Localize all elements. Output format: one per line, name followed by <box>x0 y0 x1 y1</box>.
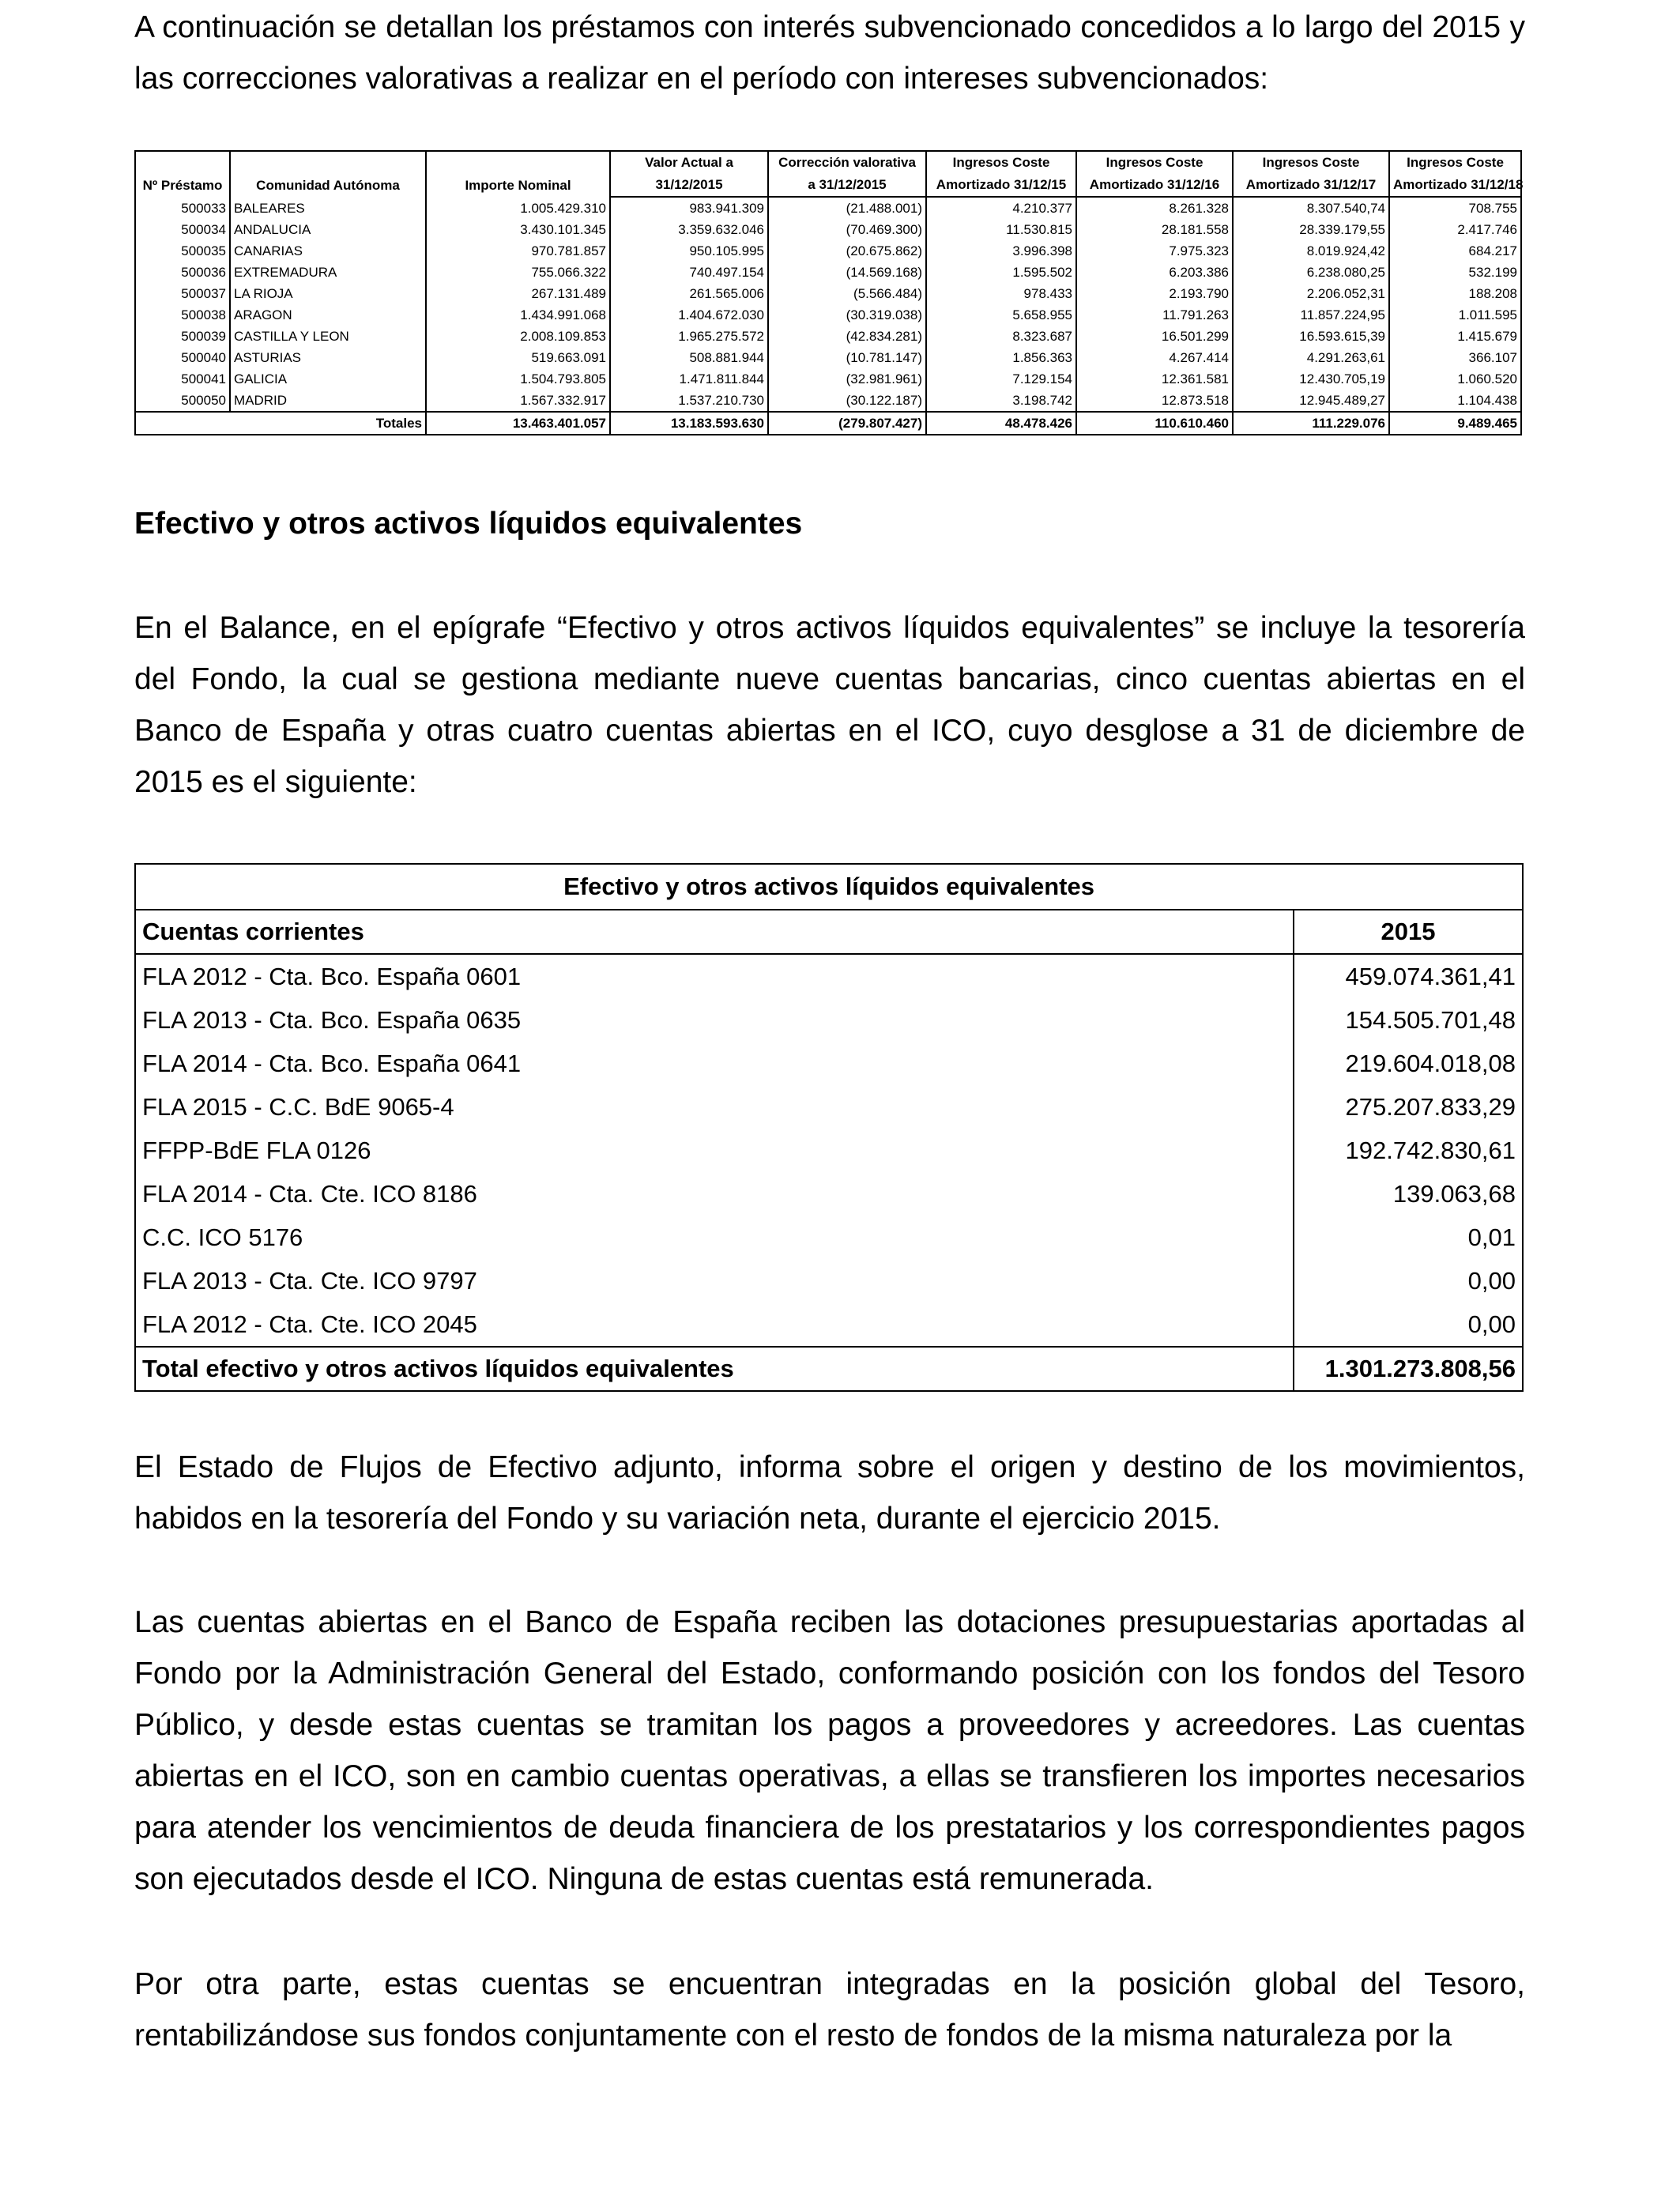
loan-totals-label: Totales <box>135 412 426 435</box>
loan-cell: 1.965.275.572 <box>610 326 768 347</box>
header-ing18-line2: Amortizado 31/12/18 <box>1389 174 1521 197</box>
loan-cell: 7.129.154 <box>926 368 1076 390</box>
loan-row <box>135 390 1521 412</box>
cash-col-label: Cuentas corrientes <box>135 910 1294 954</box>
cash-account-name: FLA 2013 - Cta. Bco. España 0635 <box>135 998 1294 1042</box>
loan-cell: 5.658.955 <box>926 304 1076 326</box>
loan-cell: 6.238.080,25 <box>1233 262 1389 283</box>
loan-cell: 2.206.052,31 <box>1233 283 1389 304</box>
header-ing17-line1: Ingresos Coste <box>1233 151 1389 174</box>
loan-cell: 8.019.924,42 <box>1233 240 1389 262</box>
header-ing15-line1: Ingresos Coste <box>926 151 1076 174</box>
loan-cell: (42.834.281) <box>768 326 926 347</box>
loan-table-body <box>135 197 1521 435</box>
loan-cell: 1.060.520 <box>1389 368 1521 390</box>
cash-header-row <box>135 910 1523 954</box>
cash-col-year: 2015 <box>1294 910 1523 954</box>
flujos-paragraph: El Estado de Flujos de Efectivo adjunto, informa sobre el origen y destino de los movimientos, habidos en la tesorería del Fondo y su variación neta, durante el ejercicio 2015. <box>134 1450 1525 1536</box>
cash-title-row <box>135 864 1523 910</box>
loan-cell: 532.199 <box>1389 262 1521 283</box>
loan-row <box>135 240 1521 262</box>
loan-cell: (14.569.168) <box>768 262 926 283</box>
loan-cell: 12.873.518 <box>1076 390 1233 412</box>
loan-cell: 28.339.179,55 <box>1233 219 1389 240</box>
loan-cell: 6.203.386 <box>1076 262 1233 283</box>
loan-cell: 12.361.581 <box>1076 368 1233 390</box>
loan-cell: 500036 <box>135 262 230 283</box>
otra-paragraph: Por otra parte, estas cuentas se encuentran integradas en la posición global del Tesoro, rentabilizándose sus fondos conjuntamente con el resto de fondos de la misma naturaleza por la <box>134 1967 1525 2053</box>
loan-cell: LA RIOJA <box>230 283 426 304</box>
loan-row <box>135 368 1521 390</box>
loan-row <box>135 283 1521 304</box>
cash-row <box>135 1042 1523 1085</box>
loan-cell: CANARIAS <box>230 240 426 262</box>
loan-cell: MADRID <box>230 390 426 412</box>
loan-cell: (30.319.038) <box>768 304 926 326</box>
loan-cell: 11.530.815 <box>926 219 1076 240</box>
cash-account-name: FFPP-BdE FLA 0126 <box>135 1129 1294 1172</box>
cash-row <box>135 998 1523 1042</box>
loan-cell: 4.210.377 <box>926 197 1076 219</box>
loan-cell: 708.755 <box>1389 197 1521 219</box>
loan-cell: 28.181.558 <box>1076 219 1233 240</box>
loan-cell: 1.567.332.917 <box>426 390 610 412</box>
header-importe: Importe Nominal <box>426 151 610 197</box>
loan-row <box>135 219 1521 240</box>
header-comunidad: Comunidad Autónoma <box>230 151 426 197</box>
cash-account-amount: 0,00 <box>1294 1259 1523 1302</box>
loan-cell: ARAGON <box>230 304 426 326</box>
loan-cell: 500039 <box>135 326 230 347</box>
loan-cell: (21.488.001) <box>768 197 926 219</box>
cash-account-amount: 459.074.361,41 <box>1294 954 1523 998</box>
loan-cell: 978.433 <box>926 283 1076 304</box>
cash-table-body <box>135 954 1523 1347</box>
cash-account-name: FLA 2013 - Cta. Cte. ICO 9797 <box>135 1259 1294 1302</box>
loan-total-cell: 13.463.401.057 <box>426 412 610 435</box>
loan-cell: 2.417.746 <box>1389 219 1521 240</box>
loan-cell: 12.945.489,27 <box>1233 390 1389 412</box>
cash-row <box>135 1302 1523 1347</box>
cash-account-name: FLA 2012 - Cta. Cte. ICO 2045 <box>135 1302 1294 1347</box>
loan-cell: 7.975.323 <box>1076 240 1233 262</box>
loan-total-cell: 13.183.593.630 <box>610 412 768 435</box>
loan-cell: 684.217 <box>1389 240 1521 262</box>
loan-cell: 261.565.006 <box>610 283 768 304</box>
loan-cell: 500034 <box>135 219 230 240</box>
loan-cell: 519.663.091 <box>426 347 610 368</box>
cash-account-name: FLA 2015 - C.C. BdE 9065-4 <box>135 1085 1294 1129</box>
cash-total-value: 1.301.273.808,56 <box>1294 1347 1523 1391</box>
loan-cell: 8.261.328 <box>1076 197 1233 219</box>
loan-cell: 16.593.615,39 <box>1233 326 1389 347</box>
cash-row <box>135 954 1523 998</box>
loan-total-cell: 110.610.460 <box>1076 412 1233 435</box>
loan-cell: 3.198.742 <box>926 390 1076 412</box>
loan-cell: 500050 <box>135 390 230 412</box>
section-heading: Efectivo y otros activos líquidos equivalentes <box>134 507 803 541</box>
loan-cell: 1.404.672.030 <box>610 304 768 326</box>
loan-cell: 3.996.398 <box>926 240 1076 262</box>
loan-cell: 1.537.210.730 <box>610 390 768 412</box>
intro-paragraph: A continuación se detallan los préstamos con interés subvencionado concedidos a lo largo del 2015 y las correcciones valorativas a realizar en el período con intereses subvencionados: <box>134 10 1525 96</box>
cash-account-amount: 275.207.833,29 <box>1294 1085 1523 1129</box>
loan-cell: (32.981.961) <box>768 368 926 390</box>
loan-cell: 3.359.632.046 <box>610 219 768 240</box>
cash-row <box>135 1085 1523 1129</box>
loan-total-cell: 9.489.465 <box>1389 412 1521 435</box>
loan-cell: EXTREMADURA <box>230 262 426 283</box>
loan-cell: 1.434.991.068 <box>426 304 610 326</box>
loan-cell: CASTILLA Y LEON <box>230 326 426 347</box>
loan-cell: 2.193.790 <box>1076 283 1233 304</box>
loan-cell: 500033 <box>135 197 230 219</box>
loan-cell: (20.675.862) <box>768 240 926 262</box>
loan-cell: 983.941.309 <box>610 197 768 219</box>
loan-total-cell: 48.478.426 <box>926 412 1076 435</box>
loan-cell: 500037 <box>135 283 230 304</box>
loan-cell: 500040 <box>135 347 230 368</box>
cash-table <box>134 863 1524 1392</box>
cash-total-label: Total efectivo y otros activos líquidos equivalentes <box>135 1347 1294 1391</box>
loan-totals-row <box>135 412 1521 435</box>
loan-cell: (70.469.300) <box>768 219 926 240</box>
loan-cell: ANDALUCIA <box>230 219 426 240</box>
loan-cell: 508.881.944 <box>610 347 768 368</box>
loan-cell: 4.267.414 <box>1076 347 1233 368</box>
loan-cell: 366.107 <box>1389 347 1521 368</box>
cash-account-name: FLA 2014 - Cta. Bco. España 0641 <box>135 1042 1294 1085</box>
loan-cell: 1.595.502 <box>926 262 1076 283</box>
loan-table <box>134 150 1522 435</box>
loan-cell: 1.856.363 <box>926 347 1076 368</box>
loan-cell: 2.008.109.853 <box>426 326 610 347</box>
loan-cell: 8.307.540,74 <box>1233 197 1389 219</box>
loan-total-cell: (279.807.427) <box>768 412 926 435</box>
loan-cell: 1.471.811.844 <box>610 368 768 390</box>
cash-row <box>135 1129 1523 1172</box>
loan-total-cell: 111.229.076 <box>1233 412 1389 435</box>
loan-row <box>135 304 1521 326</box>
header-correccion-line1: Corrección valorativa <box>768 151 926 174</box>
header-valor-line2: 31/12/2015 <box>610 174 768 197</box>
cash-row <box>135 1172 1523 1216</box>
loan-cell: 3.430.101.345 <box>426 219 610 240</box>
loan-cell: 267.131.489 <box>426 283 610 304</box>
loan-cell: (30.122.187) <box>768 390 926 412</box>
loan-cell: 8.323.687 <box>926 326 1076 347</box>
loan-cell: 11.791.263 <box>1076 304 1233 326</box>
loan-cell: 1.415.679 <box>1389 326 1521 347</box>
cash-row <box>135 1259 1523 1302</box>
cash-account-name: FLA 2014 - Cta. Cte. ICO 8186 <box>135 1172 1294 1216</box>
loan-cell: 12.430.705,19 <box>1233 368 1389 390</box>
cash-account-amount: 139.063,68 <box>1294 1172 1523 1216</box>
cuentas-paragraph: Las cuentas abiertas en el Banco de España reciben las dotaciones presupuestarias aportadas al Fondo por la Administración General del Estado, conformando posición con los fondos del Tesoro Público, y desde estas cuentas se tramitan los pagos a proveedores y acreedores. Las cuentas abiertas en el ICO, son en cambio cuentas operativas, a ellas se transfieren los importes necesarios para atender los vencimientos de deuda financiera de los prestatarios y los correspondientes pagos son ejecutados desde el ICO. Ninguna de estas cuentas está remunerada. <box>134 1605 1525 1896</box>
loan-cell: 188.208 <box>1389 283 1521 304</box>
loan-cell: 1.104.438 <box>1389 390 1521 412</box>
loan-cell: 500038 <box>135 304 230 326</box>
header-ing18-line1: Ingresos Coste <box>1389 151 1521 174</box>
cash-total-row <box>135 1347 1523 1391</box>
cash-account-name: FLA 2012 - Cta. Bco. España 0601 <box>135 954 1294 998</box>
cash-table-title: Efectivo y otros activos líquidos equivalentes <box>135 864 1523 910</box>
header-ing16-line2: Amortizado 31/12/16 <box>1076 174 1233 197</box>
loan-cell: 1.504.793.805 <box>426 368 610 390</box>
loan-header-row-1 <box>135 151 1521 174</box>
loan-row <box>135 347 1521 368</box>
loan-cell: BALEARES <box>230 197 426 219</box>
loan-cell: 755.066.322 <box>426 262 610 283</box>
cash-account-amount: 154.505.701,48 <box>1294 998 1523 1042</box>
loan-cell: 500035 <box>135 240 230 262</box>
header-correccion-line2: a 31/12/2015 <box>768 174 926 197</box>
cash-account-amount: 219.604.018,08 <box>1294 1042 1523 1085</box>
loan-cell: (10.781.147) <box>768 347 926 368</box>
loan-cell: GALICIA <box>230 368 426 390</box>
header-valor-line1: Valor Actual a <box>610 151 768 174</box>
header-ing16-line1: Ingresos Coste <box>1076 151 1233 174</box>
loan-cell: 500041 <box>135 368 230 390</box>
loan-cell: 1.005.429.310 <box>426 197 610 219</box>
header-prestamo: Nº Préstamo <box>135 151 230 197</box>
loan-cell: 740.497.154 <box>610 262 768 283</box>
loan-cell: ASTURIAS <box>230 347 426 368</box>
loan-row <box>135 326 1521 347</box>
cash-account-amount: 0,00 <box>1294 1302 1523 1347</box>
cash-account-name: C.C. ICO 5176 <box>135 1216 1294 1259</box>
loan-row <box>135 197 1521 219</box>
header-ing17-line2: Amortizado 31/12/17 <box>1233 174 1389 197</box>
balance-paragraph: En el Balance, en el epígrafe “Efectivo y otros activos líquidos equivalentes” se incluye la tesorería del Fondo, la cual se gestiona mediante nueve cuentas bancarias, cinco cuentas abiertas en el Banco de España y otras cuatro cuentas abiertas en el ICO, cuyo desglose a 31 de diciembre de 2015 es el siguiente: <box>134 611 1525 799</box>
loan-cell: 950.105.995 <box>610 240 768 262</box>
header-ing15-line2: Amortizado 31/12/15 <box>926 174 1076 197</box>
loan-cell: 11.857.224,95 <box>1233 304 1389 326</box>
cash-account-amount: 192.742.830,61 <box>1294 1129 1523 1172</box>
loan-cell: 4.291.263,61 <box>1233 347 1389 368</box>
cash-account-amount: 0,01 <box>1294 1216 1523 1259</box>
loan-cell: 970.781.857 <box>426 240 610 262</box>
cash-row <box>135 1216 1523 1259</box>
loan-cell: (5.566.484) <box>768 283 926 304</box>
loan-cell: 16.501.299 <box>1076 326 1233 347</box>
loan-cell: 1.011.595 <box>1389 304 1521 326</box>
loan-row <box>135 262 1521 283</box>
